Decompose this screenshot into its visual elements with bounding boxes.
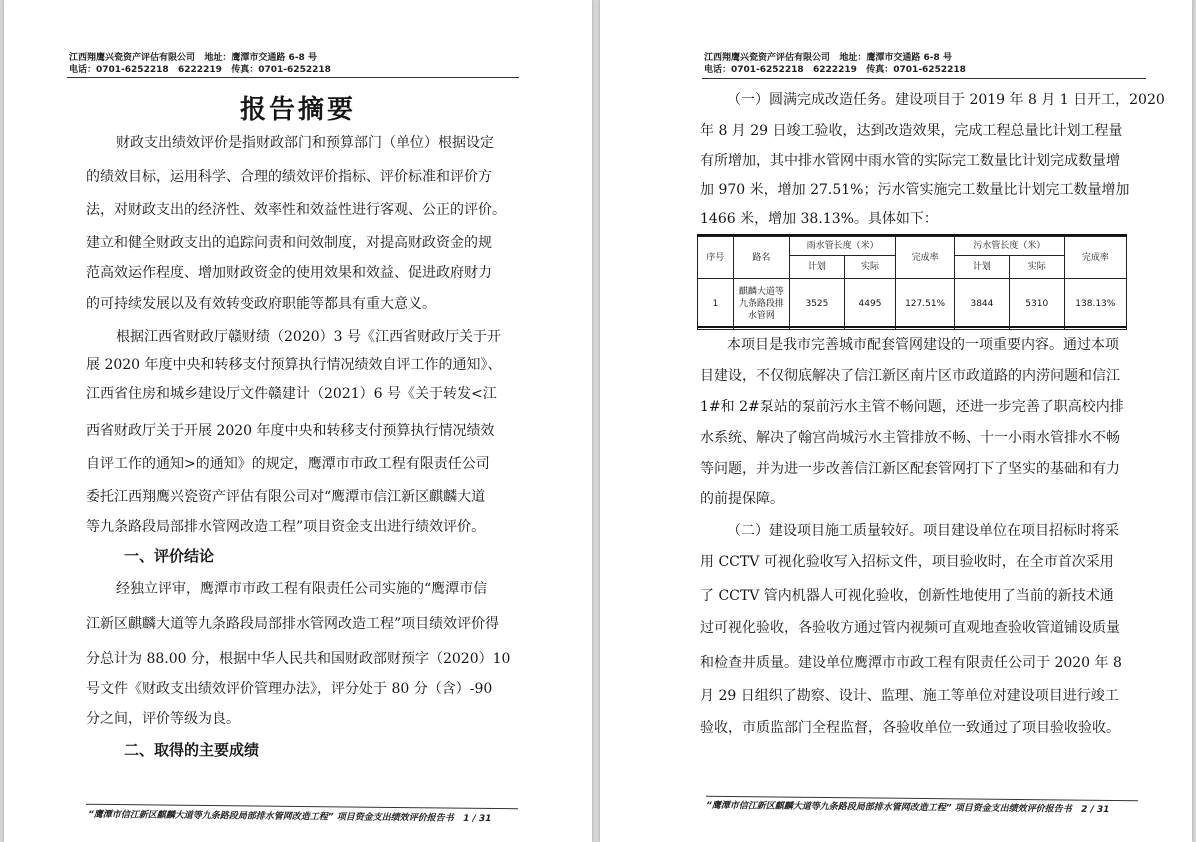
header-rain-actual: 实际 [844,256,895,279]
cell-sewage-rate: 138.13% [1064,279,1126,330]
text-line: 展 2020 年度中央和转移支付预算执行情况绩效自评工作的通知》、 [86,357,502,373]
text-line: 验收，市质监部门全程监督，各验收单位一致通过了项目验收验收。 [700,720,1120,736]
cell-rain-rate: 127.51% [896,279,955,330]
text-line: 委托江西翔鹰兴瓷资产评估有限公司对“鹰潭市信江新区麒麟大道 [86,489,486,505]
header-sewage-actual: 实际 [1009,256,1064,279]
text-line: 江新区麒麟大道等九条路段局部排水管网改造工程”项目绩效评价得 [86,616,500,632]
text-line: 1#和 2#泵站的泵前污水主管不畅问题，还进一步完善了职高校内排 [700,399,1124,415]
text-line: 经独立评审，鹰潭市市政工程有限责任公司实施的“鹰潭市信 [116,581,488,597]
text-line: 水系统、解决了翰宫尚城污水主管排放不畅、十一小雨水管排水不畅 [700,430,1120,446]
text-line: 本项目是我市完善城市配套管网建设的一项重要内容。通过本项 [727,337,1119,353]
header-rain-plan: 计划 [790,256,845,279]
header-company: 江西翔鹰兴瓷资产评估有限公司 [69,53,196,63]
text-line: （一）圆满完成改造任务。建设项目于 2019 年 8 月 1 日开工，2020 [727,92,1165,108]
text-line: 加 970 米，增加 27.51%；污水管实施完工数量比计划完工数量增加 [700,182,1130,198]
cell-seq: 1 [698,279,734,330]
header-line-2 [704,64,966,77]
header-sewage-plan: 计划 [955,256,1010,279]
cell-rain-actual: 4495 [844,279,895,330]
text-line: 和检查井质量。建设单位鹰潭市市政工程有限责任公司于 2020 年 8 [700,655,1122,671]
text-line: 建立和健全财政支出的追踪问责和问效制度，对提高财政资金的规 [86,235,492,251]
header-fax: 传真：0701-6252218 [231,65,331,75]
section-heading-conclusion: 一、评价结论 [124,547,215,565]
header-rule [67,77,519,78]
header-road: 路名 [733,237,789,279]
header-rain-rate: 完成率 [896,237,955,279]
page-2 [600,0,1192,842]
text-line: 目建设，不仅彻底解决了信江新区南片区市政道路的内涝问题和信江 [700,368,1120,384]
header-rule [702,78,1146,79]
text-line: 财政支出绩效评价是指财政部门和预算部门（单位）根据设定 [116,135,494,151]
text-line: 用 CCTV 可视化验收写入招标文件，项目验收时，在全市首次采用 [700,554,1114,570]
cell-road: 麒麟大道等九条路段排水管网 [733,279,789,330]
section-heading-achievements: 二、取得的主要成绩 [124,741,260,759]
text-line: 西省财政厅关于开展 2020 年度中央和转移支付预算执行情况绩效 [86,423,495,439]
text-line: 了 CCTV 管内机器人可视化验收，创新性地使用了当前的新技术通 [700,588,1114,604]
text-line: 等问题，并为进一步改善信江新区配套管网打下了坚实的基础和有力 [700,461,1120,477]
header-sewage-rate: 完成率 [1064,237,1126,279]
text-line: 年 8 月 29 日竣工验收，达到改造效果，完成工程总量比计划工程量 [700,123,1123,139]
table-header-row [698,237,1127,256]
text-line: 法，对财政支出的经济性、效率性和效益性进行客观、公正的评价。 [86,202,506,218]
text-line: 分之间，评价等级为良。 [86,711,240,727]
text-line: 的可持续发展以及有效转变政府职能等都具有重大意义。 [86,296,436,312]
table-row [698,279,1127,330]
text-line: 江西省住房和城乡建设厅文件赣建计（2021）6 号《关于转发<江 [86,386,497,402]
header-company: 江西翔鹰兴瓷资产评估有限公司 [704,53,831,63]
header-address: 地址：鹰潭市交通路 6-8 号 [204,53,317,63]
header-phone: 电话：0701-6252218 6222219 [69,65,222,75]
cell-rain-plan: 3525 [790,279,845,330]
text-line: 等九条路段局部排水管网改造工程”项目资金支出进行绩效评价。 [86,519,486,535]
header-sewage-length: 污水管长度（米） [955,237,1065,256]
table-bottom-rule [697,326,1127,328]
footer-text: “鹰潭市信江新区麒麟大道等九条路段局部排水管网改造工程” 项目资金支出绩效评价报告书 2 / 31 [705,800,1110,816]
header-line-2 [69,64,331,77]
completion-table [697,236,1127,330]
text-line: （二）建设项目施工质量较好。项目建设单位在项目招标时将采 [727,523,1119,539]
header-rain-length: 雨水管长度（米） [790,237,896,256]
cell-sewage-plan: 3844 [955,279,1010,330]
text-line: 的绩效目标，运用科学、合理的绩效评价指标、评价标准和评价方 [86,169,492,185]
header-address: 地址：鹰潭市交通路 6-8 号 [839,53,952,63]
text-line: 月 29 日组织了勘察、设计、监理、施工等单位对建设项目进行竣工 [700,688,1119,704]
cell-sewage-actual: 5310 [1009,279,1064,330]
text-line: 过可视化验收，各验收方通过管内视频可直观地查验收管道铺设质量 [700,620,1120,636]
text-line: 范高效运作程度、增加财政资金的使用效果和效益、促进政府财力 [86,265,492,281]
header-seq: 序号 [698,237,734,279]
text-line: 的前提保障。 [700,491,784,507]
text-line: 有所增加，其中排水管网中雨水管的实际完工数量比计划完成数量增 [700,153,1120,169]
header-phone: 电话：0701-6252218 6222219 [704,65,857,75]
page-1 [4,0,592,842]
footer-text: “鹰潭市信江新区麒麟大道等九条路段局部排水管网改造工程” 项目资金支出绩效评价报告书 1 / 31 [87,809,492,825]
header-fax: 传真：0701-6252218 [866,65,966,75]
text-line: 1466 米，增加 38.13%。具体如下： [700,211,938,227]
text-line: 自评工作的通知>的通知》的规定，鹰潭市市政工程有限责任公司 [86,456,490,472]
text-line: 分总计为 88.00 分，根据中华人民共和国财政部财预字（2020）10 [86,651,511,667]
text-line: 号文件《财政支出绩效评价管理办法》，评分处于 80 分（含）-90 [86,681,493,697]
page-title: 报告摘要 [239,95,356,125]
text-line: 根据江西省财政厅赣财绩（2020）3 号《江西省财政厅关于开 [116,329,501,345]
